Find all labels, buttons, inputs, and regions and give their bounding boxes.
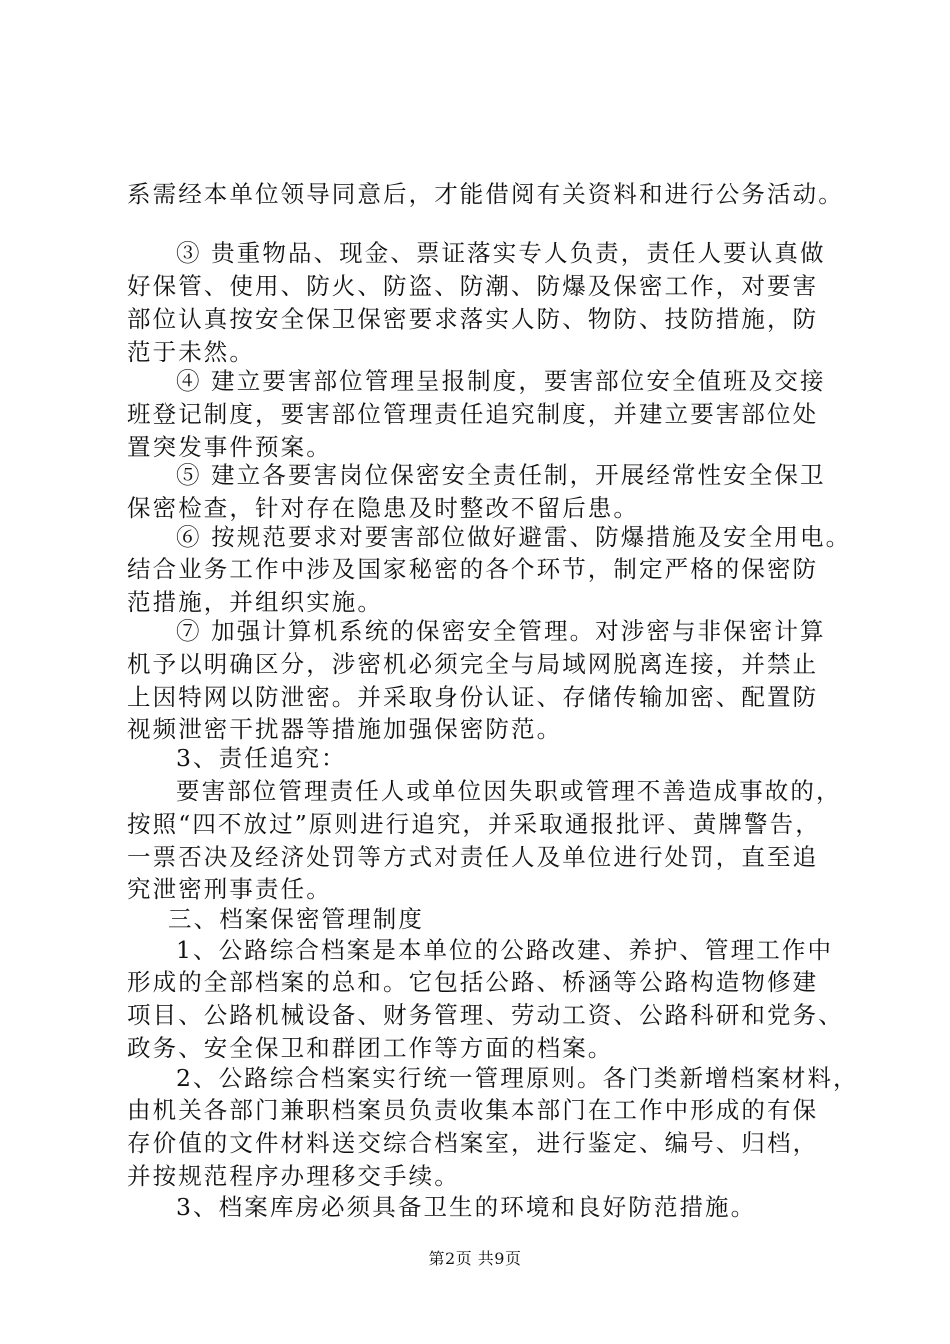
section-heading: 三、档案保密管理制度 — [168, 905, 424, 933]
text-line: 要害部位管理责任人或单位因失职或管理不善造成事故的， — [176, 777, 842, 805]
text-line: 班登记制度，要害部位管理责任追究制度，并建立要害部位处 — [127, 400, 819, 428]
text-line: 范于未然。 — [127, 338, 255, 366]
text-line: ⑦ 加强计算机系统的保密安全管理。对涉密与非保密计算 — [176, 617, 826, 645]
text-line: 好保管、使用、防火、防盗、防潮、防爆及保密工作，对要害 — [127, 272, 819, 300]
text-line: ⑤ 建立各要害岗位保密安全责任制，开展经常性安全保卫 — [176, 461, 826, 489]
text-line: 并按规范程序办理移交手续。 — [127, 1162, 460, 1190]
text-line: 视频泄密干扰器等措施加强保密防范。 — [127, 715, 563, 743]
text-line: 3、档案库房必须具备卫生的环境和良好防范措施。 — [176, 1193, 757, 1221]
text-line: ④ 建立要害部位管理呈报制度，要害部位安全值班及交接 — [176, 367, 826, 395]
text-line: 究泄密刑事责任。 — [127, 875, 332, 903]
text-line: 部位认真按安全保卫保密要求落实人防、物防、技防措施，防 — [127, 305, 819, 333]
text-line: 一票否决及经济处罚等方式对责任人及单位进行处罚，直至追 — [127, 843, 819, 871]
text-line: 结合业务工作中涉及国家秘密的各个环节，制定严格的保密防 — [127, 555, 819, 583]
text-line: 上因特网以防泄密。并采取身份认证、存储传输加密、配置防 — [127, 683, 819, 711]
text-line: 政务、安全保卫和群团工作等方面的档案。 — [127, 1034, 614, 1062]
text-line: 存价值的文件材料送交综合档案室，进行鉴定、编号、归档， — [127, 1129, 819, 1157]
text-line: 机予以明确区分，涉密机必须完全与局域网脱离连接，并禁止 — [127, 650, 819, 678]
text-line: 2、公路综合档案实行统一管理原则。各门类新增档案材料， — [176, 1064, 859, 1092]
text-line: ③ 贵重物品、现金、票证落实专人负责，责任人要认真做 — [176, 239, 826, 267]
text-line: 范措施，并组织实施。 — [127, 588, 383, 616]
text-line: ⑥ 按规范要求对要害部位做好避雷、防爆措施及安全用电。 — [176, 523, 852, 551]
text-line: 1、公路综合档案是本单位的公路改建、养护、管理工作中 — [176, 936, 834, 964]
text-line: 由机关各部门兼职档案员负责收集本部门在工作中形成的有保 — [127, 1096, 819, 1124]
text-line: 置突发事件预案。 — [127, 433, 332, 461]
text-line: 形成的全部档案的总和。它包括公路、桥涵等公路构造物修建 — [127, 968, 819, 996]
text-line: 保密检查，针对存在隐患及时整改不留后患。 — [127, 494, 639, 522]
section-heading: 3、责任追究： — [176, 744, 347, 772]
text-line: 系需经本单位领导同意后，才能借阅有关资料和进行公务活动。 — [127, 180, 844, 208]
text-line: 项目、公路机械设备、财务管理、劳动工资、公路科研和党务、 — [127, 1001, 844, 1029]
text-line: 按照“四不放过”原则进行追究，并采取通报批评、黄牌警告， — [127, 810, 821, 838]
page-number-footer: 第2页 共9页 — [428, 1249, 522, 1268]
